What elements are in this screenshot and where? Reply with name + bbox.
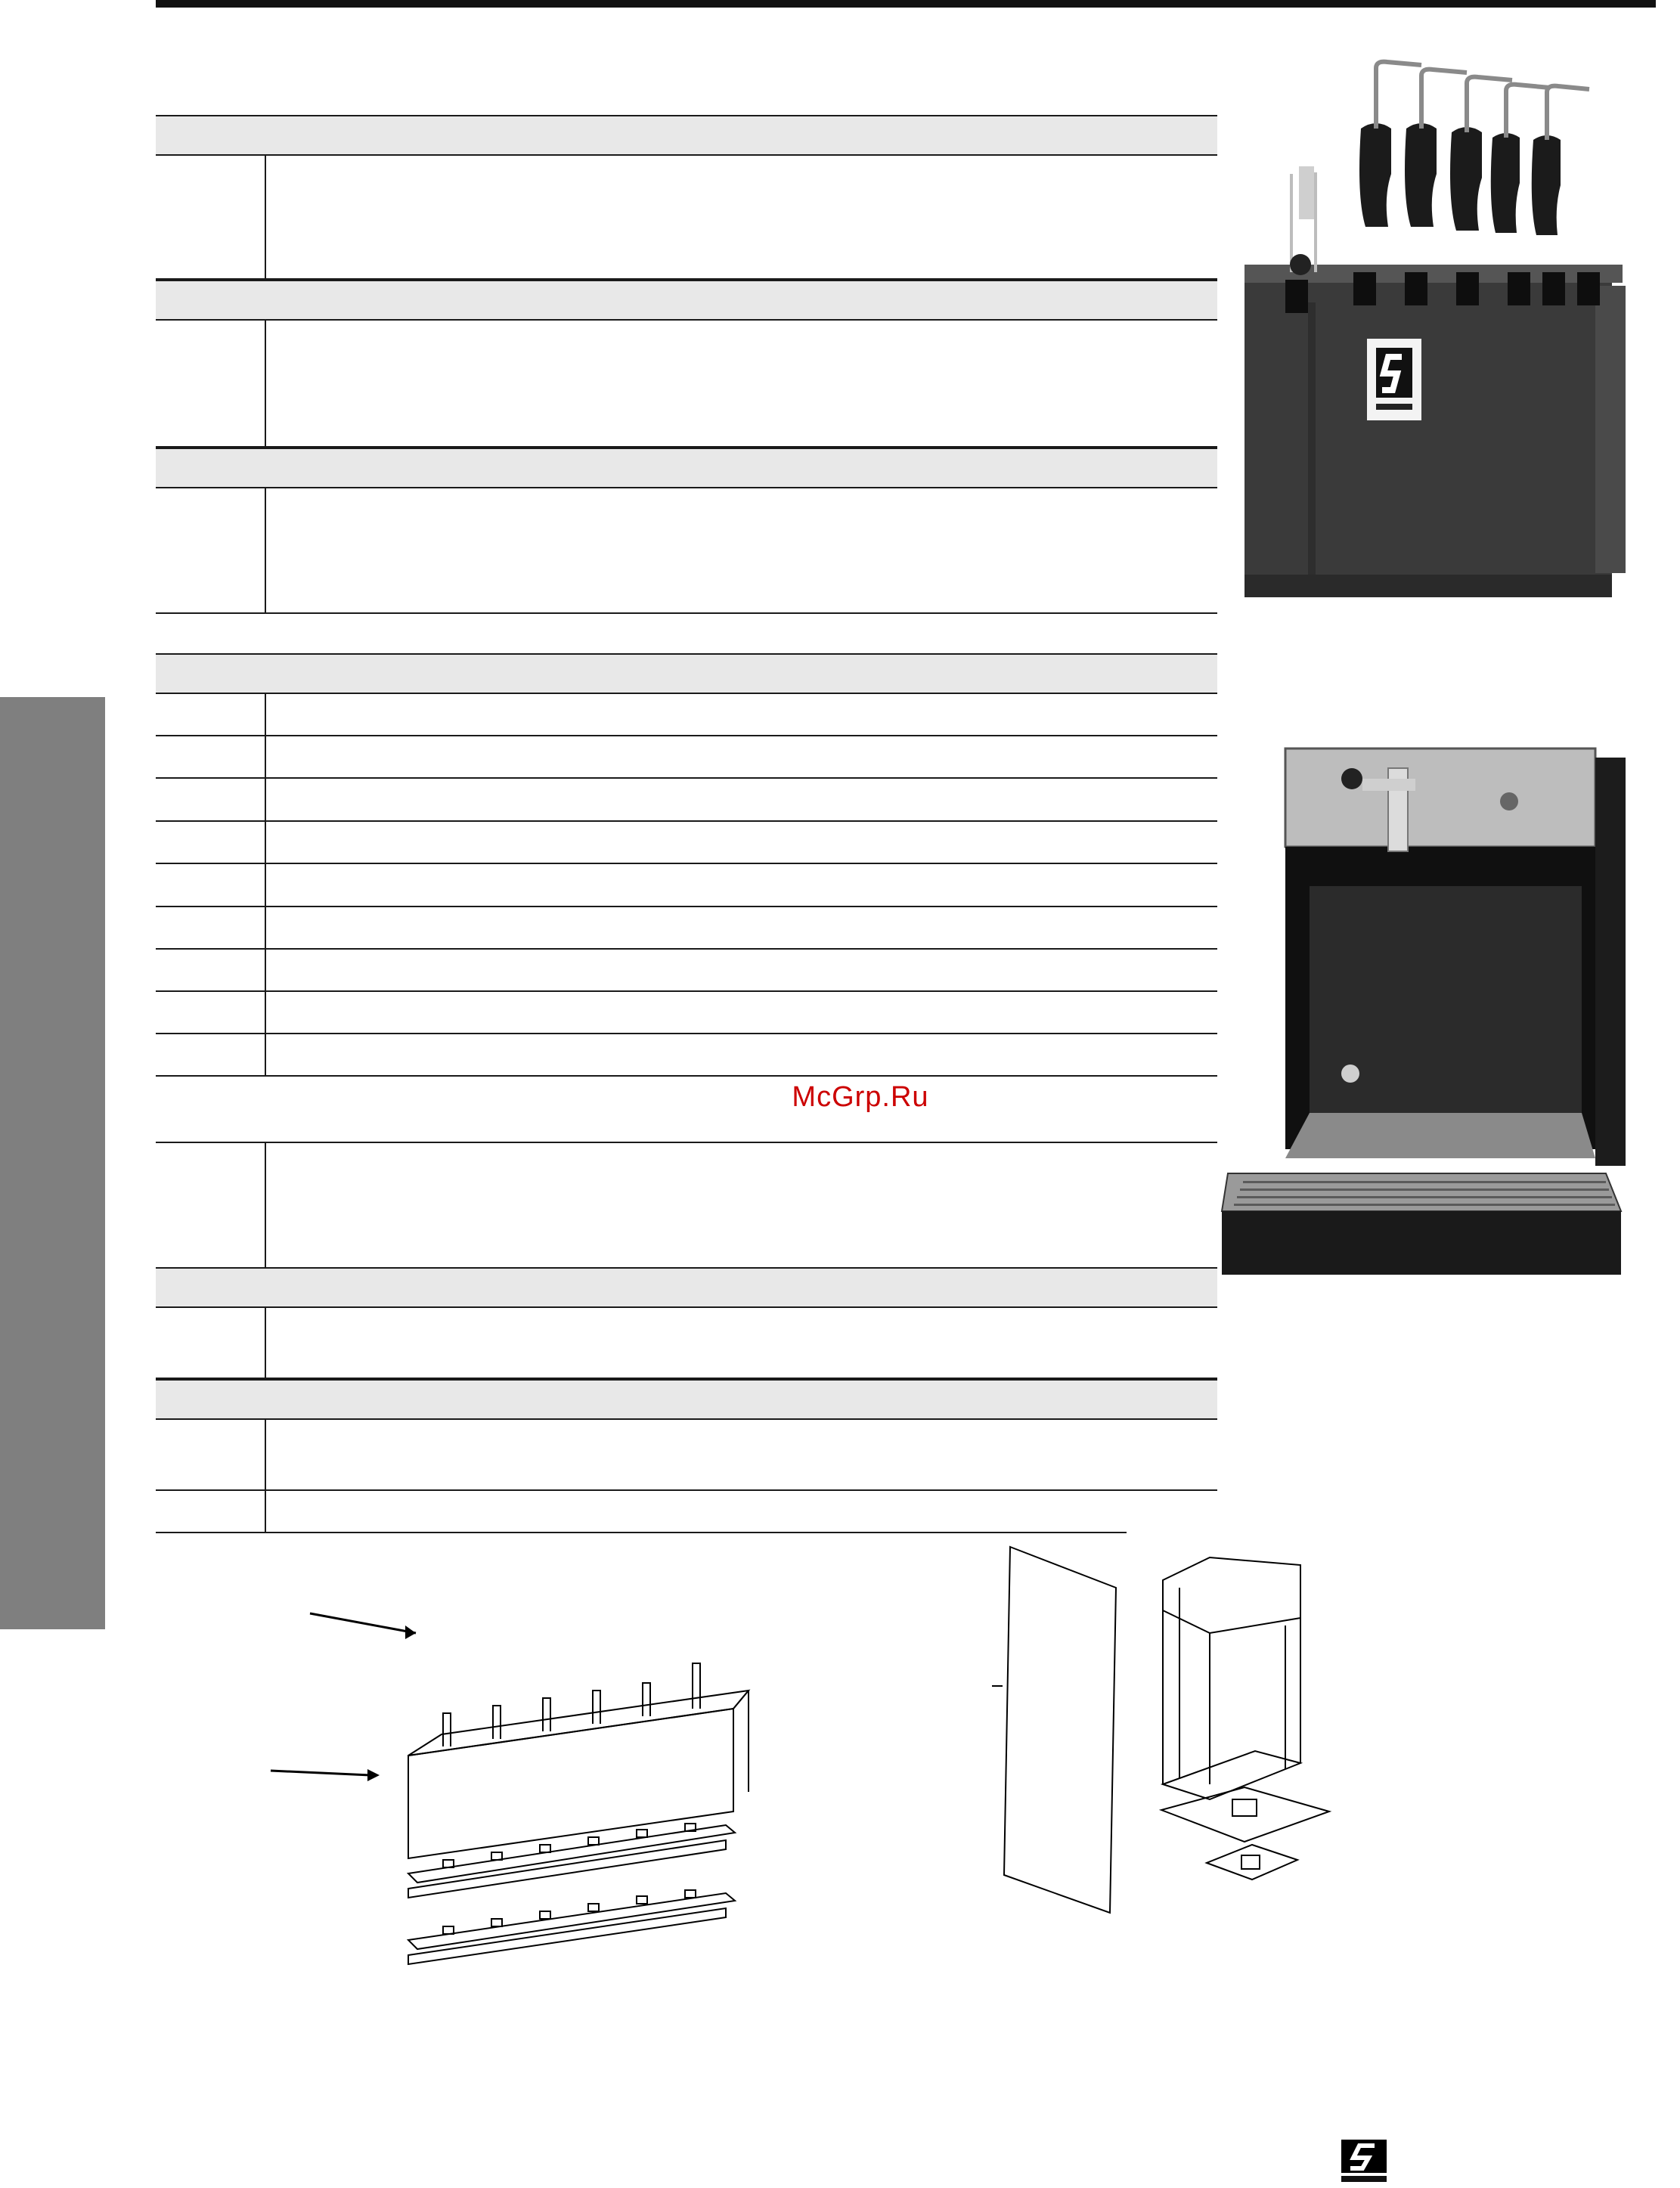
table-row bbox=[156, 950, 1217, 992]
table-row bbox=[156, 822, 1217, 864]
watermark-text: McGrp.Ru bbox=[792, 1081, 929, 1113]
graco-logo-icon bbox=[1337, 2138, 1393, 2185]
table-header bbox=[156, 1267, 1217, 1308]
exploded-diagram-cabinet bbox=[265, 1573, 764, 2041]
table-row bbox=[156, 992, 1217, 1034]
exploded-diagram-station bbox=[983, 1542, 1361, 1958]
table-row bbox=[156, 864, 1217, 907]
page-top-rule bbox=[156, 0, 1656, 8]
table-row bbox=[156, 1308, 1217, 1379]
table-row bbox=[156, 1034, 1217, 1077]
table-row bbox=[156, 779, 1217, 822]
table-header bbox=[156, 280, 1217, 321]
graco-logo-panel bbox=[1367, 339, 1421, 420]
table-row bbox=[156, 156, 1217, 280]
table-row bbox=[156, 321, 1217, 448]
section-side-tab bbox=[0, 697, 105, 1629]
table-row bbox=[156, 1143, 1217, 1269]
table-row bbox=[156, 907, 1217, 950]
table-bottom-rule bbox=[156, 1532, 1127, 1533]
table-header bbox=[156, 653, 1217, 694]
table-header bbox=[156, 448, 1217, 488]
table-row bbox=[156, 488, 1217, 614]
table-header bbox=[156, 115, 1217, 156]
pump-openings bbox=[443, 1824, 696, 1934]
table-row bbox=[156, 1491, 1217, 1533]
product-photo-drip-tray-station bbox=[1213, 735, 1636, 1294]
table-row bbox=[156, 1420, 1217, 1491]
table-row bbox=[156, 736, 1217, 779]
nozzle-holders bbox=[443, 1663, 700, 1746]
table-row bbox=[156, 694, 1217, 736]
product-photo-dispenser-cabinet bbox=[1240, 45, 1633, 605]
table-header bbox=[156, 1379, 1217, 1420]
